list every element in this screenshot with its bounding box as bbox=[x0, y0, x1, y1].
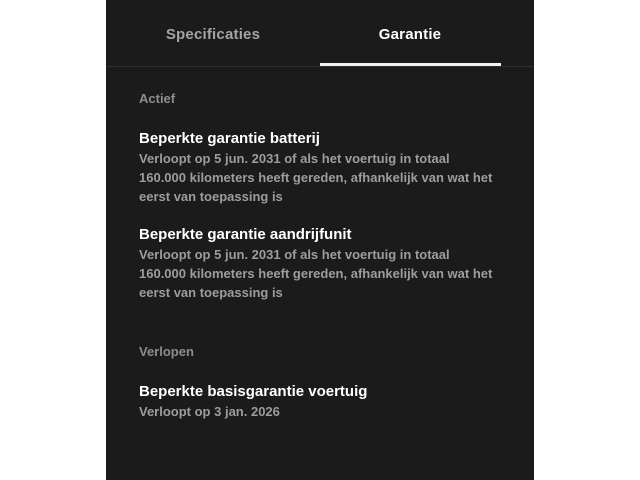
warranty-description-battery bbox=[139, 149, 519, 206]
tab-specificaties[interactable]: Specificaties bbox=[165, 26, 261, 43]
description-line: 160.000 kilometers heeft gereden, afhankelijk van wat het bbox=[139, 266, 493, 281]
description-line: eerst van toepassing is bbox=[139, 189, 283, 204]
warranty-description-basic bbox=[139, 402, 519, 421]
warranty-title-basic: Beperkte basisgarantie voertuig bbox=[139, 383, 368, 400]
active-tab-indicator bbox=[320, 63, 501, 66]
warranty-description-drive-unit bbox=[139, 245, 519, 302]
description-line: Verloopt op 5 jun. 2031 of als het voertuig in totaal bbox=[139, 151, 450, 166]
tab-bar bbox=[106, 0, 534, 67]
section-label-verlopen: Verlopen bbox=[139, 344, 194, 359]
warranty-title-drive-unit: Beperkte garantie aandrijfunit bbox=[139, 226, 352, 243]
description-line: Verloopt op 3 jan. 2026 bbox=[139, 404, 280, 419]
description-line: Verloopt op 5 jun. 2031 of als het voertuig in totaal bbox=[139, 247, 450, 262]
section-label-actief: Actief bbox=[139, 91, 176, 106]
description-line: eerst van toepassing is bbox=[139, 285, 283, 300]
warranty-title-battery: Beperkte garantie batterij bbox=[139, 130, 320, 147]
warranty-panel bbox=[106, 0, 534, 480]
description-line: 160.000 kilometers heeft gereden, afhankelijk van wat het bbox=[139, 170, 493, 185]
tab-garantie[interactable]: Garantie bbox=[378, 26, 442, 43]
